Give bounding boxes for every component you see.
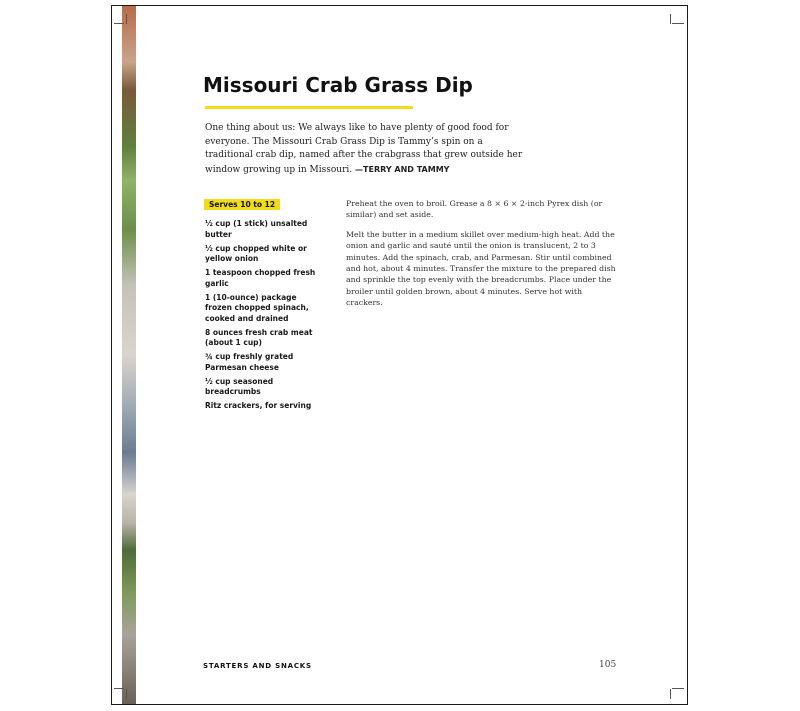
- ingredient-item: ½ cup seasoned breadcrumbs: [205, 376, 274, 396]
- photo-bleed-strip: [122, 6, 136, 704]
- ingredient-list: [205, 219, 323, 415]
- crop-mark: [126, 14, 127, 24]
- crop-mark: [114, 688, 124, 689]
- ingredient-item: 1 (10-ounce) package frozen chopped spinach, cooked and drained: [205, 292, 309, 323]
- footer-section-name: STARTERS AND SNACKS: [203, 662, 312, 670]
- crop-mark: [672, 688, 684, 689]
- method-step: Preheat the oven to broil. Grease a 8 × 6 × 2-inch Pyrex dish (or similar) and set aside.: [346, 199, 603, 220]
- ingredient-item: 1 teaspoon chopped fresh garlic: [205, 268, 316, 288]
- ingredient-item: ½ cup chopped white or yellow onion: [205, 243, 307, 263]
- intro-text: One thing about us: We always like to have plenty of good food for everyone. The Missouri Crab Grass Dip is Tammy’s spin on a traditional crab dip, named after the crabgrass that grew outside her window growing up in Missouri.: [205, 123, 523, 175]
- title-underline: [205, 106, 413, 109]
- ingredient-item: 8 ounces fresh crab meat (about 1 cup): [205, 327, 313, 347]
- ingredient-item: Ritz crackers, for serving: [205, 401, 312, 410]
- crop-mark: [126, 689, 127, 699]
- cookbook-page: [111, 5, 688, 705]
- recipe-intro: [205, 122, 525, 177]
- method-steps: [346, 198, 616, 317]
- crop-mark: [670, 14, 671, 24]
- crop-mark: [114, 23, 124, 24]
- ingredient-item: ½ cup (1 stick) unsalted butter: [205, 219, 308, 239]
- crop-mark: [670, 689, 671, 699]
- ingredient-item: ¾ cup freshly grated Parmesan cheese: [205, 352, 294, 372]
- method-step: Melt the butter in a medium skillet over medium-high heat. Add the onion and garlic and sauté until the onion is translucent, 2 to 3 minutes. Add the spinach, crab, and Parmesan. Stir until combined and hot, about 4 minutes. Transfer the mixture to the prepared dish and sprinkle the top evenly with the breadcrumbs. Place under the broiler until golden brown, about 4 minutes. Serve hot with crackers.: [346, 229, 616, 308]
- recipe-title: Missouri Crab Grass Dip: [203, 73, 473, 97]
- crop-mark: [672, 23, 684, 24]
- intro-byline: —TERRY AND TAMMY: [355, 164, 450, 174]
- serves-badge: Serves 10 to 12: [204, 199, 280, 210]
- page-number: 105: [599, 660, 617, 670]
